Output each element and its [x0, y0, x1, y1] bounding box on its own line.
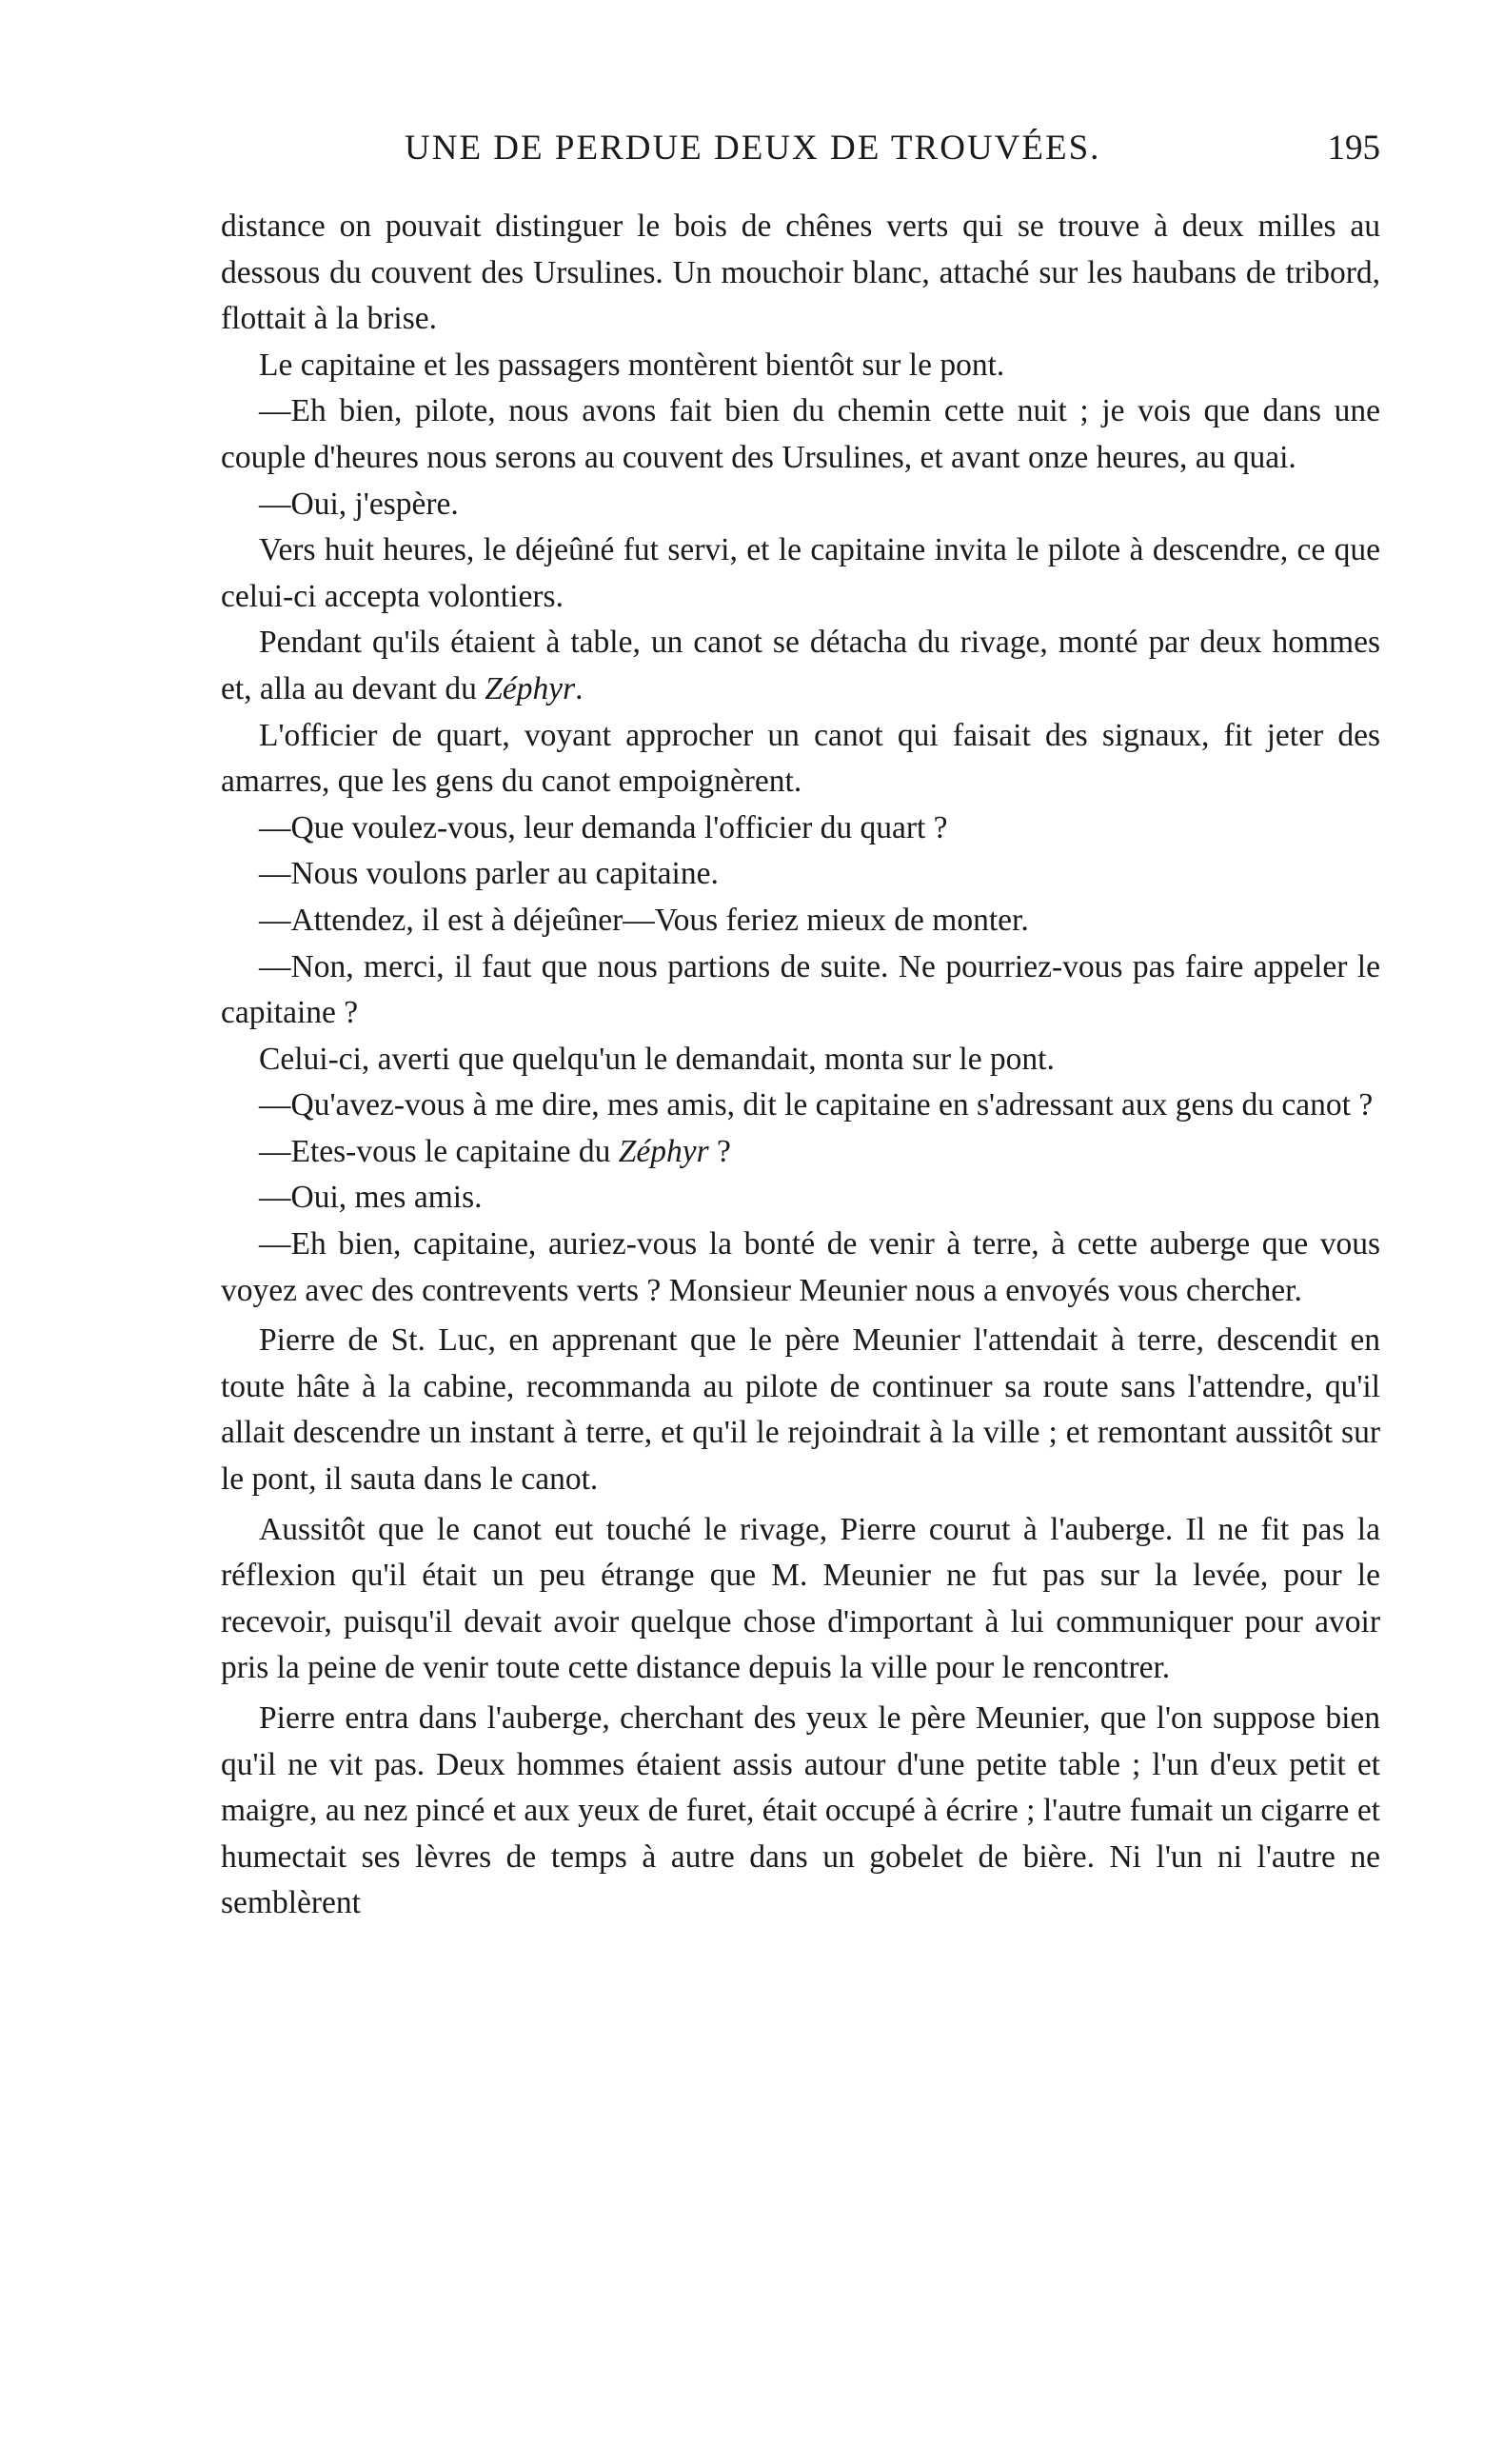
paragraph: —Oui, mes amis.	[259, 1180, 483, 1216]
paragraph: Pierre de St. Luc, en apprenant que le père Meunier l'attendait à terre, descendit en toute hâte à la cabine, recommanda au pilote de continuer sa route sans l'attendre, qu'il allait descendre un instant à terre, et qu'il le rejoindrait à la ville ; et remontant aussitôt sur le pont, il sauta dans le canot.	[221, 1322, 1380, 1498]
page-number: 195	[1327, 129, 1380, 168]
ship-name: Zéphyr	[618, 1133, 709, 1169]
paragraph: —Attendez, il est à déjeûner—Vous feriez mieux de monter.	[259, 902, 1029, 938]
paragraph-text: Pendant qu'ils étaient à table, un canot se détacha du rivage, monté par deux hommes et, alla au devant du	[221, 625, 1380, 706]
paragraph: —Que voulez-vous, leur demanda l'officier du quart ?	[259, 809, 948, 845]
body-text	[221, 204, 1380, 1927]
paragraph: Celui-ci, averti que quelqu'un le demandait, monta sur le pont.	[259, 1041, 1055, 1077]
paragraph	[221, 620, 1380, 712]
paragraph	[221, 1129, 1380, 1176]
paragraph-text: —Etes-vous le capitaine du	[259, 1133, 619, 1169]
paragraph: L'officier de quart, voyant approcher un canot qui faisait des signaux, fit jeter des amarres, que les gens du canot empoignèrent.	[221, 717, 1380, 800]
paragraph-text: ?	[708, 1133, 731, 1169]
paragraph: —Nous voulons parler au capitaine.	[259, 856, 719, 892]
paragraph: —Eh bien, capitaine, auriez-vous la bonté de venir à terre, à cette auberge que vous voyez avec des contrevents verts ? Monsieur Meunier nous a envoyés vous chercher.	[221, 1226, 1380, 1308]
paragraph: Le capitaine et les passagers montèrent bientôt sur le pont.	[259, 347, 1005, 383]
paragraph: —Oui, j'espère.	[259, 486, 459, 522]
paragraph: —Non, merci, il faut que nous partions de suite. Ne pourriez-vous pas faire appeler le capitaine ?	[221, 948, 1380, 1031]
paragraph: distance on pouvait distinguer le bois de chênes verts qui se trouve à deux milles au dessous du couvent des Ursulines. Un mouchoir blanc, attaché sur les haubans de tribord, flottait à la brise.	[221, 209, 1380, 337]
running-header	[219, 128, 1380, 185]
paragraph-text: .	[575, 670, 584, 706]
paragraph: —Qu'avez-vous à me dire, mes amis, dit le capitaine en s'adressant aux gens du canot ?	[259, 1087, 1374, 1123]
paragraph: Aussitôt que le canot eut touché le rivage, Pierre courut à l'auberge. Il ne fit pas la réflexion qu'il était un peu étrange que M. Meunier ne fut pas sur la levée, pour le recevoir, puisqu'il devait avoir quelque chose d'important à lui communiquer pour avoir pris la peine de venir toute cette distance depuis la ville pour le rencontrer.	[221, 1511, 1380, 1686]
ship-name: Zéphyr	[485, 670, 576, 706]
running-title: UNE DE PERDUE DEUX DE TROUVÉES.	[405, 129, 1101, 168]
paragraph: Vers huit heures, le déjeûné fut servi, et le capitaine invita le pilote à descendre, ce que celui-ci accepta volontiers.	[221, 532, 1380, 614]
paragraph: Pierre entra dans l'auberge, cherchant des yeux le père Meunier, que l'on suppose bien qu'il ne vit pas. Deux hommes étaient assis autour d'une petite table ; l'un d'eux petit et maigre, au nez pincé et aux yeux de furet, était occupé à écrire ; l'autre fumait un cigarre et humectait ses lèvres de temps à autre dans un gobelet de bière. Ni l'un ni l'autre ne semblèrent	[221, 1700, 1380, 1921]
paragraph: —Eh bien, pilote, nous avons fait bien du chemin cette nuit ; je vois que dans une couple d'heures nous serons au couvent des Ursulines, et avant onze heures, au quai.	[221, 393, 1380, 475]
